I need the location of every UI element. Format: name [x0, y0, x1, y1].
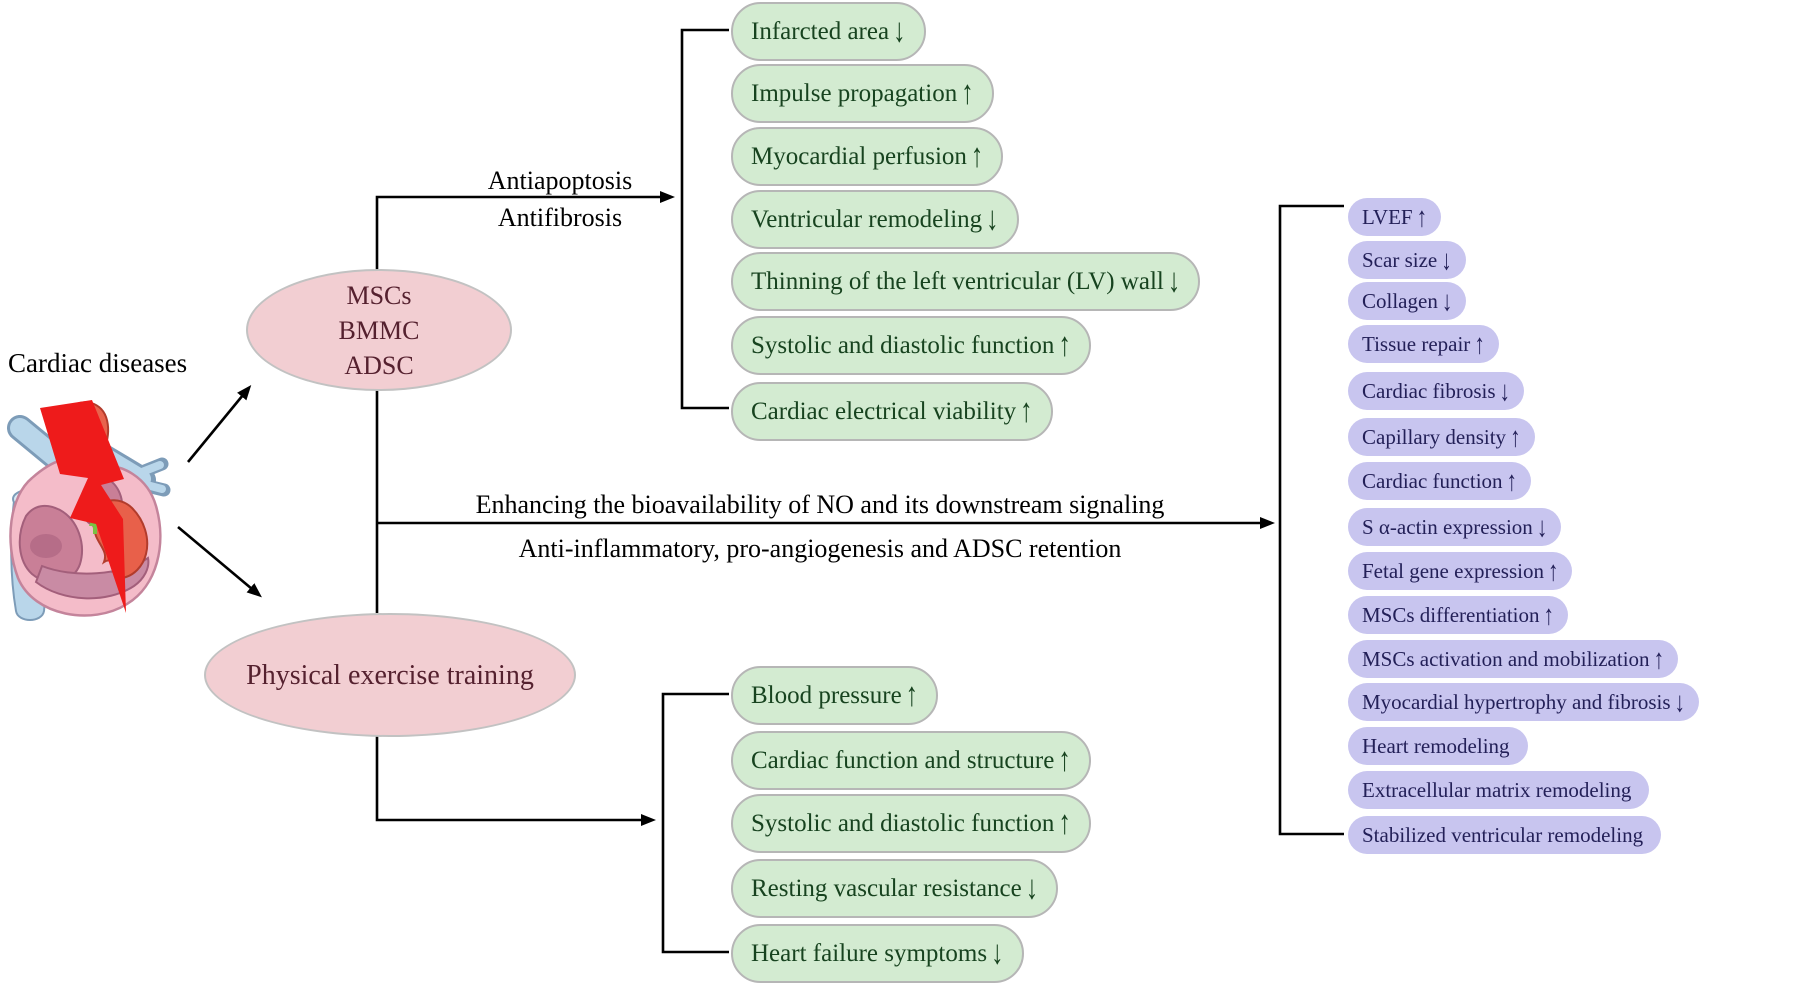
trend-arrow-icon: ↑: [1058, 804, 1071, 842]
outcome-pill-cardiac-function: [1348, 462, 1531, 500]
outcome-pill-lvef: [1348, 198, 1441, 236]
combined-arrow-bottom-label: Anti-inflammatory, pro-angiogenesis and ADSC retention: [518, 534, 1122, 563]
trend-arrow-icon: ↓: [1536, 510, 1548, 543]
outcome-pill-capillary-density: [1348, 418, 1535, 456]
outcome-pill-lv-wall-thinning: [731, 252, 1200, 311]
outcome-label: Systolic and diastolic function: [751, 331, 1055, 359]
outcome-pill-blood-pressure: [731, 666, 938, 725]
trend-arrow-icon: ↓: [1674, 685, 1686, 718]
outcome-pill-ventricular-remodeling: [731, 190, 1019, 249]
trend-arrow-icon: ↓: [986, 200, 999, 238]
trend-arrow-icon: ↑: [1020, 392, 1033, 430]
outcome-label: Capillary density: [1362, 424, 1507, 449]
outcome-label: Thinning of the left ventricular (LV) wall: [751, 267, 1164, 295]
outcome-pill-collagen: [1348, 282, 1466, 320]
outcome-label: Infarcted area: [751, 17, 890, 45]
outcome-label: Heart remodeling: [1362, 733, 1510, 758]
outcome-label: LVEF: [1362, 204, 1413, 229]
outcome-label: Cardiac electrical viability: [751, 397, 1017, 425]
trend-arrow-icon: ↓: [1441, 243, 1452, 276]
trend-arrow-icon: ↑: [1474, 327, 1485, 360]
bracket-cell-therapy-outcomes: [682, 30, 729, 408]
trend-arrow-icon: ↑: [1510, 420, 1521, 453]
outcome-pill-stabilized-ventricular-remodeling: [1348, 816, 1661, 854]
trend-arrow-icon: ↑: [1653, 642, 1665, 675]
outcome-pill-cardiac-electrical-viability: [731, 382, 1053, 441]
outcome-pill-mscs-differentiation: [1348, 596, 1568, 634]
trend-arrow-icon: ↑: [1058, 326, 1071, 364]
outcome-pill-s-alpha-actin: [1348, 508, 1561, 546]
antiapoptosis-label: Antiapoptosis: [487, 166, 633, 195]
node-line: ADSC: [344, 350, 414, 380]
arrow-exercise-to-outcomes: [377, 733, 643, 820]
outcome-pill-fetal-gene-expression: [1348, 552, 1572, 590]
outcome-pill-myocardial-perfusion: [731, 127, 1003, 186]
trend-arrow-icon: ↓: [1167, 262, 1181, 300]
trend-arrow-icon: ↑: [1547, 554, 1559, 587]
outcome-pill-myocardial-hypertrophy: [1348, 683, 1699, 721]
trend-arrow-icon: ↑: [961, 74, 974, 112]
outcome-label: Myocardial hypertrophy and fibrosis: [1362, 689, 1671, 714]
outcome-label: Stabilized ventricular remodeling: [1362, 822, 1644, 847]
node-physical-exercise: [204, 613, 576, 737]
outcome-label: S α-actin expression: [1362, 514, 1533, 539]
outcome-label: Extracellular matrix remodeling: [1362, 777, 1632, 802]
outcome-pill-mscs-activation: [1348, 640, 1678, 678]
trend-arrow-icon: ↓: [1499, 374, 1511, 407]
bracket-exercise-outcomes: [663, 694, 729, 952]
bracket-shared-outcomes: [1280, 206, 1344, 834]
cardiac-diseases-label: Cardiac diseases: [8, 348, 188, 378]
outcome-pill-cardiac-fibrosis: [1348, 372, 1524, 410]
outcome-label: Resting vascular resistance: [751, 874, 1022, 902]
outcome-label: Cardiac function and structure: [751, 746, 1055, 774]
trend-arrow-icon: ↓: [991, 934, 1004, 972]
outcome-pill-resting-vascular-resistance: [731, 859, 1058, 918]
outcome-pill-impulse-propagation: [731, 64, 994, 123]
trend-arrow-icon: ↑: [1543, 598, 1555, 631]
antifibrosis-label: Antifibrosis: [497, 203, 623, 232]
outcome-label: MSCs differentiation: [1362, 602, 1540, 627]
trend-arrow-icon: ↓: [1025, 869, 1039, 907]
outcome-label: MSCs activation and mobilization: [1362, 646, 1650, 671]
outcome-label: Cardiac function: [1362, 468, 1503, 493]
outcome-label: Heart failure symptoms: [751, 939, 988, 967]
node-line: MSCs: [346, 280, 412, 310]
outcome-label: Myocardial perfusion: [751, 142, 967, 170]
node-cell-therapy: [246, 269, 512, 391]
outcome-pill-scar-size: [1348, 241, 1466, 279]
node-line: BMMC: [338, 315, 420, 345]
outcome-label: Cardiac fibrosis: [1362, 378, 1496, 403]
node-label: Physical exercise training: [246, 659, 534, 691]
outcome-pill-cardiac-function-structure: [731, 731, 1091, 790]
trend-arrow-icon: ↑: [970, 137, 984, 175]
outcome-label: Impulse propagation: [751, 79, 958, 107]
outcome-pill-tissue-repair: [1348, 325, 1499, 363]
trend-arrow-icon: ↑: [1506, 464, 1518, 497]
outcome-label: Systolic and diastolic function: [751, 809, 1055, 837]
arrow-heart-to-exercise: [178, 527, 252, 589]
outcome-label: Tissue repair: [1362, 331, 1471, 356]
outcome-pill-heart-remodeling: [1348, 727, 1528, 765]
outcome-label: Fetal gene expression: [1362, 558, 1544, 583]
outcome-pill-heart-failure-symptoms: [731, 924, 1024, 983]
outcome-label: Collagen: [1362, 288, 1438, 313]
trend-arrow-icon: ↑: [1058, 741, 1071, 779]
outcome-pill-systolic-diastolic-function: [731, 316, 1091, 375]
outcome-label: Ventricular remodeling: [751, 205, 983, 233]
trend-arrow-icon: ↓: [893, 12, 906, 50]
trend-arrow-icon: ↑: [1416, 200, 1428, 233]
trend-arrow-icon: ↑: [905, 676, 919, 714]
outcome-label: Scar size: [1362, 247, 1438, 272]
trend-arrow-icon: ↓: [1441, 284, 1453, 317]
combined-arrow-top-label: Enhancing the bioavailability of NO and its downstream signaling: [475, 490, 1165, 519]
outcome-label: Blood pressure: [751, 681, 902, 709]
outcome-pill-infarcted-area: [731, 2, 926, 61]
arrow-heart-to-cell-therapy: [188, 395, 243, 462]
outcome-pill-ecm-remodeling: [1348, 771, 1649, 809]
outcome-pill-systolic-diastolic-function-2: [731, 794, 1091, 853]
